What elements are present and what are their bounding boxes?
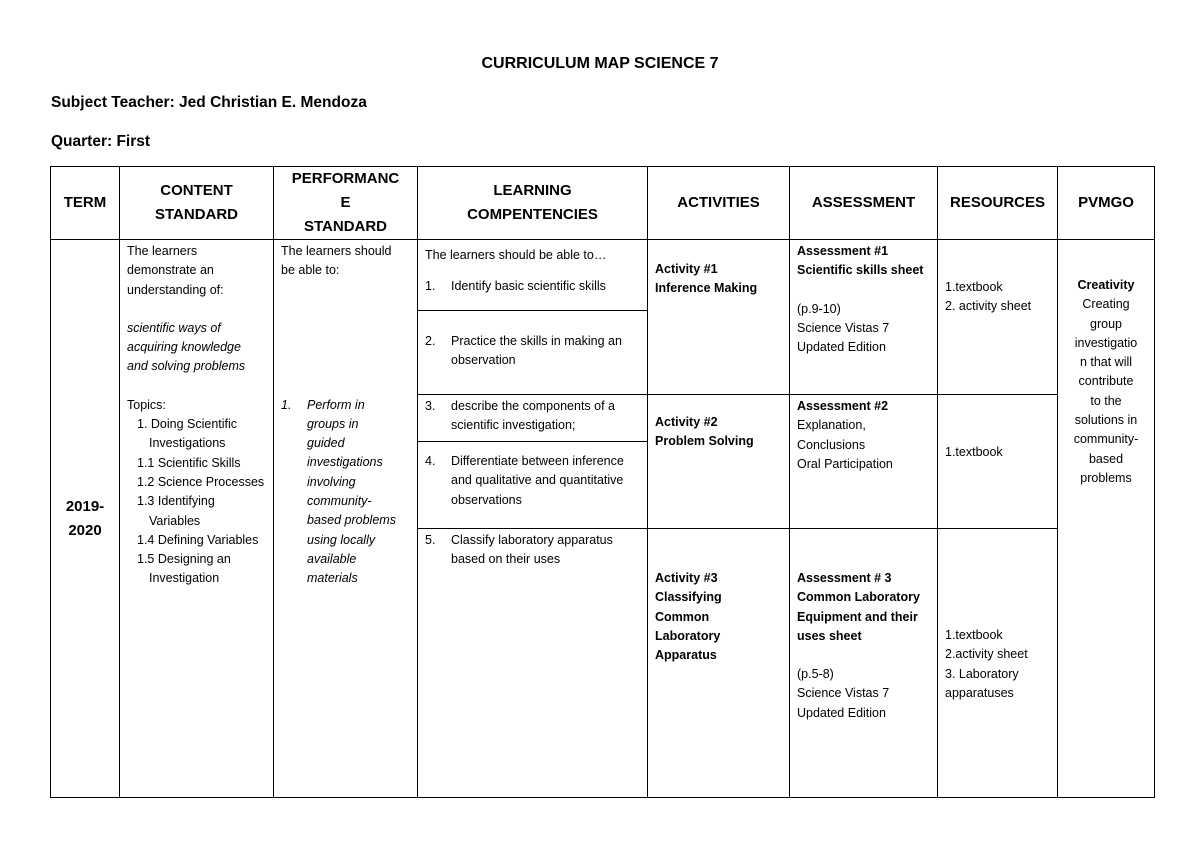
assessment-cell-2: Assessment #2 Explanation, Conclusions Oral Participation	[790, 395, 938, 529]
topic-item: 1.5 Designing an Investigation	[137, 552, 231, 586]
header-activities: ACTIVITIES	[648, 167, 790, 240]
activity-cell-2: Activity #2 Problem Solving	[648, 395, 790, 529]
performance-standard-cell: The learners should be able to: 1. Perform in groups in guided investigations involving community- based problems using locally available materials	[274, 240, 418, 798]
header-content-standard: CONTENT STANDARD	[120, 167, 274, 240]
header-resources: RESOURCES	[938, 167, 1058, 240]
resources-cell-2: 1.textbook	[938, 395, 1058, 529]
competency-cell-2: 2. Practice the skills in making an observation	[418, 311, 648, 395]
competency-cell-1: The learners should be able to… 1. Identify basic scientific skills	[418, 240, 648, 311]
header-row	[51, 167, 1155, 240]
topic-item: 1.2 Science Processes	[137, 474, 265, 489]
assessment-cell-1: Assessment #1 Scientific skills sheet (p.9-10) Science Vistas 7 Updated Edition	[790, 240, 938, 395]
competency-cell-3: 3. describe the components of a scientific investigation;	[418, 395, 648, 442]
topic-item: 1.1 Scientific Skills	[137, 455, 241, 470]
quarter-label: Quarter: First	[51, 133, 151, 150]
term-cell: 2019- 2020	[51, 240, 120, 798]
header-learning-competencies: LEARNING COMPENTENCIES	[418, 167, 648, 240]
table-row	[51, 240, 1155, 311]
activity-cell-1: Activity #1 Inference Making	[648, 240, 790, 395]
subject-teacher: Subject Teacher: Jed Christian E. Mendoza	[51, 94, 367, 111]
assessment-cell-3: Assessment # 3 Common Laboratory Equipment and their uses sheet (p.5-8) Science Vistas 7 Updated Edition	[790, 529, 938, 798]
topic-item: 1. Doing Scientific Investigations	[137, 417, 238, 451]
resources-cell-3: 1.textbook 2.activity sheet 3. Laboratory apparatuses	[938, 529, 1058, 798]
header-performance-standard: PERFORMANC E STANDARD	[274, 167, 418, 240]
header-term: TERM	[51, 167, 120, 240]
pvmgo-cell: Creativity Creating group investigatio n that will contribute to the solutions in community- based problems	[1058, 240, 1155, 798]
topic-item: 1.3 Identifying Variables	[137, 494, 215, 528]
content-standard-cell: The learners demonstrate an understanding of: scientific ways of acquiring knowledge and solving problems Topics: 1. Doing Scientific Investigations 1.1 Scientific Skills 1.2 Science Processes 1.3 Identifying Variables 1.4 Defining Variables 1.5 Designing an Investigation	[120, 240, 274, 798]
activity-cell-3: Activity #3 Classifying Common Laboratory Apparatus	[648, 529, 790, 798]
topic-item: 1.4 Defining Variables	[137, 532, 259, 547]
resources-cell-1: 1.textbook 2. activity sheet	[938, 240, 1058, 395]
curriculum-map-table	[50, 166, 1155, 798]
document-title: CURRICULUM MAP SCIENCE 7	[481, 55, 719, 72]
competency-cell-4: 4. Differentiate between inference and qualitative and quantitative observations	[418, 442, 648, 529]
header-assessment: ASSESSMENT	[790, 167, 938, 240]
header-pvmgo: PVMGO	[1058, 167, 1155, 240]
competency-cell-5: 5. Classify laboratory apparatus based on their uses	[418, 529, 648, 798]
